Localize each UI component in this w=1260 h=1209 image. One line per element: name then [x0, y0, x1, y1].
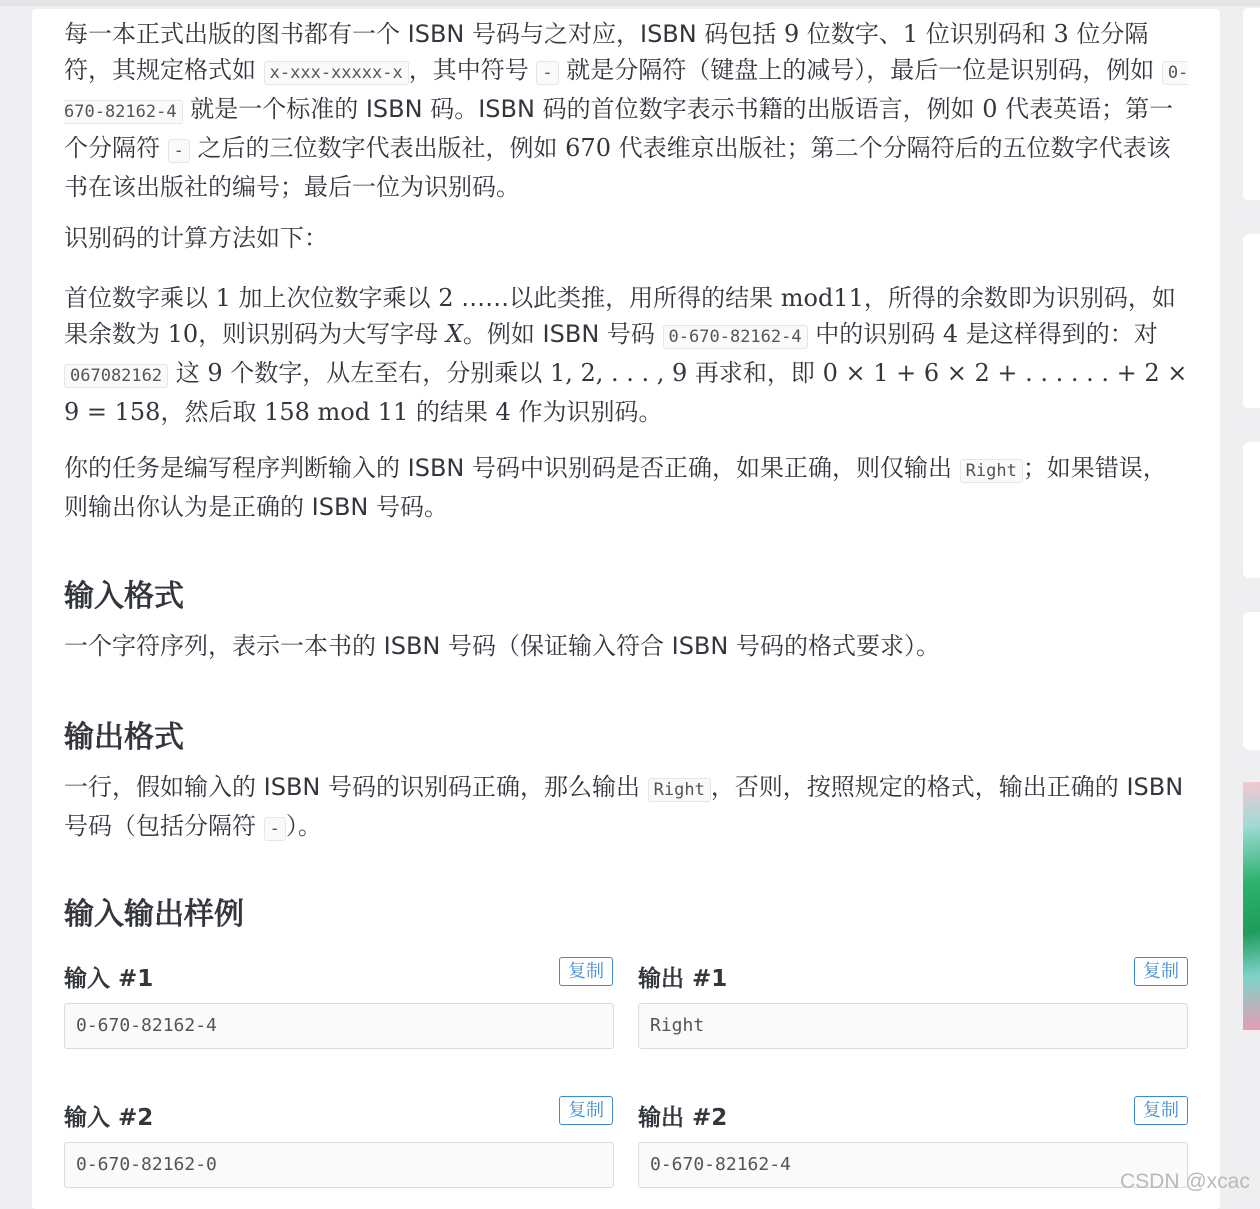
sample-input-label-2: 输入 #2: [64, 1105, 154, 1131]
right-code: Right: [960, 459, 1023, 483]
description-paragraph-1: 每一本正式出版的图书都有一个 ISBN 号码与之对应，ISBN 码包括 9 位数字、1 位识别码和 3 位分隔符，其规定格式如 x-xxx-xxxxx-x ，其中符号 - 就是分隔符（键盘上的减号），最后一位是识别码，例如 0-670-82162-4 就是一个标准的 ISBN 码。ISBN 码的首位数字表示书籍的出版语言，例如 0 代表英语；第一个分隔符 - 之后的三位数字代表出版社，例如 670 代表维京出版社；第二个分隔符后的五位数字代表该书在该出版社的编号；最后一位为识别码。: [64, 20, 1189, 201]
sample-input-box-1[interactable]: 0-670-82162-4: [64, 1003, 614, 1049]
digits-code: 067082162: [64, 364, 168, 388]
problem-card: [32, 9, 1220, 1209]
samples-heading: 输入输出样例: [64, 897, 244, 932]
sidebar-banner-image[interactable]: [1243, 782, 1260, 1030]
dash-code: -: [264, 817, 286, 841]
sidebar-card: [1243, 234, 1260, 408]
sample-input-label-1: 输入 #1: [64, 966, 154, 992]
dash-code: -: [536, 61, 558, 85]
output-format-heading: 输出格式: [64, 720, 184, 755]
top-divider: [0, 0, 1260, 6]
input-format-text: 一个字符序列，表示一本书的 ISBN 号码（保证输入符合 ISBN 号码的格式要求）。: [64, 632, 940, 660]
description-paragraph-2: 识别码的计算方法如下：: [64, 224, 328, 252]
sidebar-card: [1243, 442, 1260, 578]
sidebar-card: [1243, 612, 1260, 750]
dash-code: -: [168, 139, 190, 163]
copy-input-button-1[interactable]: 复制: [559, 957, 613, 986]
sidebar-card: [1243, 8, 1260, 200]
right-code: Right: [648, 778, 711, 802]
copy-output-button-2[interactable]: 复制: [1134, 1096, 1188, 1125]
format-code: x-xxx-xxxxx-x: [264, 61, 409, 85]
isbn-code: 0-670-82162-4: [663, 325, 808, 349]
input-format-heading: 输入格式: [64, 579, 184, 614]
output-format-text: 一行，假如输入的 ISBN 号码的识别码正确，那么输出 Right ，否则，按照规定的格式，输出正确的 ISBN 号码（包括分隔符 - ）。: [64, 773, 1184, 840]
watermark: CSDN @xcac: [1120, 1170, 1250, 1193]
sample-output-label-1: 输出 #1: [638, 966, 728, 992]
sample-output-label-2: 输出 #2: [638, 1105, 728, 1131]
description-paragraph-4: 你的任务是编写程序判断输入的 ISBN 号码中识别码是否正确，如果正确，则仅输出 Right ；如果错误，则输出你认为是正确的 ISBN 号码。: [64, 454, 1167, 521]
copy-output-button-1[interactable]: 复制: [1134, 957, 1188, 986]
description-paragraph-3: 首位数字乘以 1 加上次位数字乘以 2 ……以此类推，用所得的结果 mod11，所得的余数即为识别码，如果余数为 10，则识别码为大写字母 X。例如 ISBN 号码 0-670-82162-4 中的识别码 4 是这样得到的：对 067082162 这 9 个数字，从左至右，分别乘以 1, 2, . . . , 9 再求和，即 0 × 1 + 6 × 2 + . . . . . . + 2 × 9 = 158，然后取 158 mod 11 的结果 4 作为识别码。: [64, 284, 1188, 426]
sample-output-box-1[interactable]: Right: [638, 1003, 1188, 1049]
sample-input-box-2[interactable]: 0-670-82162-0: [64, 1142, 614, 1188]
sample-output-box-2[interactable]: 0-670-82162-4: [638, 1142, 1188, 1188]
example-code: 0-670-82162-4: [64, 63, 1189, 122]
copy-input-button-2[interactable]: 复制: [559, 1096, 613, 1125]
